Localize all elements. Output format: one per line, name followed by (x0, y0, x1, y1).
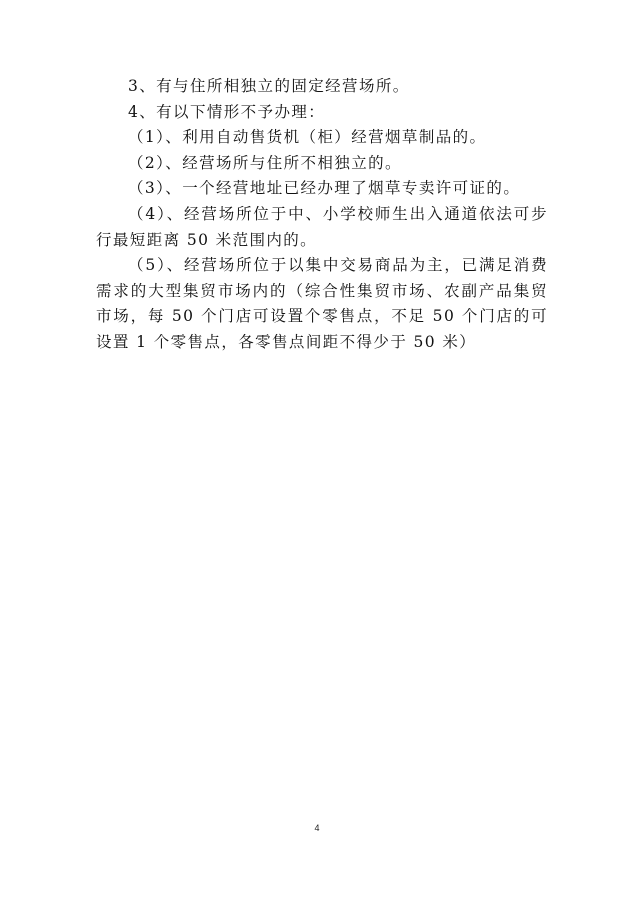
paragraph-subitem-5: （5）、经营场所位于以集中交易商品为主，已满足消费需求的大型集贸市场内的（综合性集贸市场、农副产品集贸市场，每 50 个门店可设置个零售点，不足 50 个门店的可设置 1 个零售点，各零售点间距不得少于 50 米） (96, 256, 548, 351)
paragraph-item-4: 4、有以下情形不予办理： (128, 102, 326, 121)
page-number: 4 (314, 823, 320, 833)
paragraph-subitem-4: （4）、经营场所位于中、小学校师生出入通道依法可步行最短距离 50 米范围内的。 (96, 204, 548, 249)
paragraph-item-3: 3、有与住所相独立的固定经营场所。 (128, 77, 410, 95)
paragraph-subitem-2: （2）、经营场所与住所不相独立的。 (128, 153, 402, 172)
paragraph-subitem-3: （3）、一个经营地址已经办理了烟草专卖许可证的。 (128, 179, 521, 198)
document-body (96, 74, 548, 356)
paragraph-subitem-1: （1）、利用自动售货机（柜）经营烟草制品的。 (128, 128, 487, 147)
